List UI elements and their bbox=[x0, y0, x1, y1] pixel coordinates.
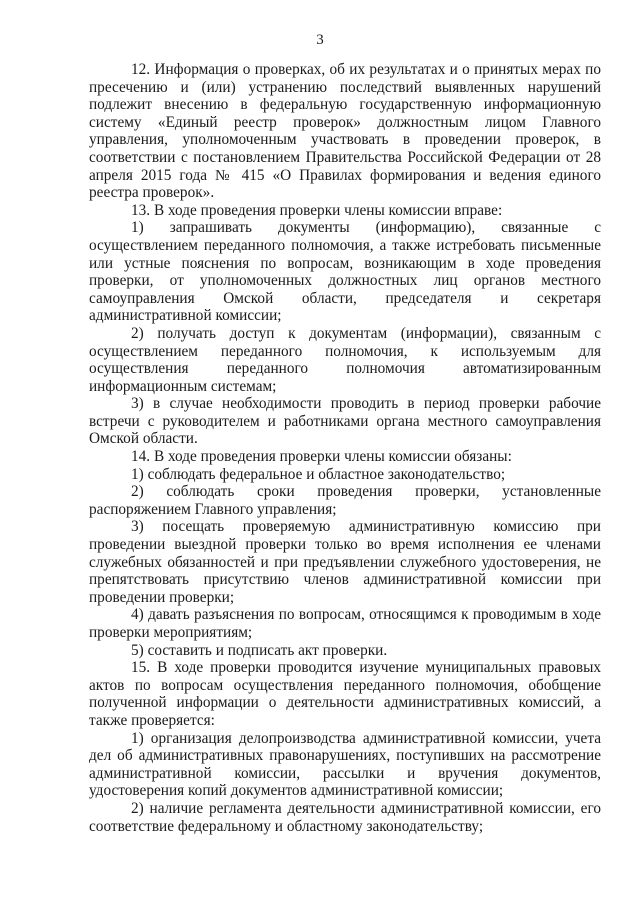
paragraph-12: 12. Информация о проверках, об их результатах и о принятых мерах по пресечению и (или) устранению последствий выявленных нарушений подлежит внесению в федеральную государственную информационную систему «Единый реестр проверок» должностным лицом Главного управления, уполномоченным участвовать в проведении проверок, в соответствии с постановлением Правительства Российской Федерации от 28 апреля 2015 года № 415 «О Правилах формирования и ведения единого реестра проверок». bbox=[89, 61, 601, 202]
paragraph-15-item-1: 1) организация делопроизводства административной комиссии, учета дел об административных правонарушениях, поступивших на рассмотрение административной комиссии, рассылки и вручения документов, удостоверения копий документов административной комиссии; bbox=[89, 729, 601, 800]
paragraph-14-item-5: 5) составить и подписать акт проверки. bbox=[131, 641, 388, 659]
paragraph-15-item-2: 2) наличие регламента деятельности административной комиссии, его соответствие федеральному и областному законодательству; bbox=[89, 799, 601, 835]
paragraph-14-heading: 14. В ходе проведения проверки члены комиссии обязаны: bbox=[131, 448, 512, 466]
paragraph-13-item-3: 3) в случае необходимости проводить в период проверки рабочие встречи с руководителем и работниками органа местного самоуправления Омской области. bbox=[89, 395, 601, 448]
paragraph-14-item-4: 4) давать разъяснения по вопросам, относящимся к проводимым в ходе проверки мероприятиям; bbox=[89, 606, 601, 641]
paragraph-15-heading: 15. В ходе проверки проводится изучение муниципальных правовых актов по вопросам осуществления переданного полномочия, обобщение полученной информации о деятельности административных комиссий, а также проверяется: bbox=[89, 659, 601, 729]
paragraph-13-heading: 13. В ходе проведения проверки члены комиссии вправе: bbox=[131, 201, 503, 219]
page-number: 3 bbox=[316, 32, 324, 48]
document-body bbox=[89, 61, 601, 835]
paragraph-13-item-1: 1) запрашивать документы (информацию), связанные с осуществлением переданного полномочия, а также истребовать письменные или устные пояснения по вопросам, возникающим в ходе проведения проверки, от уполномоченных должностных лиц органов местного самоуправления Омской области, председателя и секретаря административной комиссии; bbox=[89, 219, 601, 325]
paragraph-14-item-3: 3) посещать проверяемую административную комиссию при проведении выездной проверки только во время исполнения ее членами служебных обязанностей и при предъявлении служебного удостоверения, не препятствовать присутствию членов административной комиссии при проведении проверки; bbox=[89, 518, 601, 606]
paragraph-13-item-2: 2) получать доступ к документам (информации), связанным с осуществлением переданного полномочия, к используемым для осуществления переданного полномочия автоматизированным информационным системам; bbox=[89, 324, 601, 395]
paragraph-14-item-2: 2) соблюдать сроки проведения проверки, установленные распоряжением Главного управления; bbox=[89, 483, 601, 518]
paragraph-14-item-1: 1) соблюдать федеральное и областное законодательство; bbox=[131, 465, 506, 483]
